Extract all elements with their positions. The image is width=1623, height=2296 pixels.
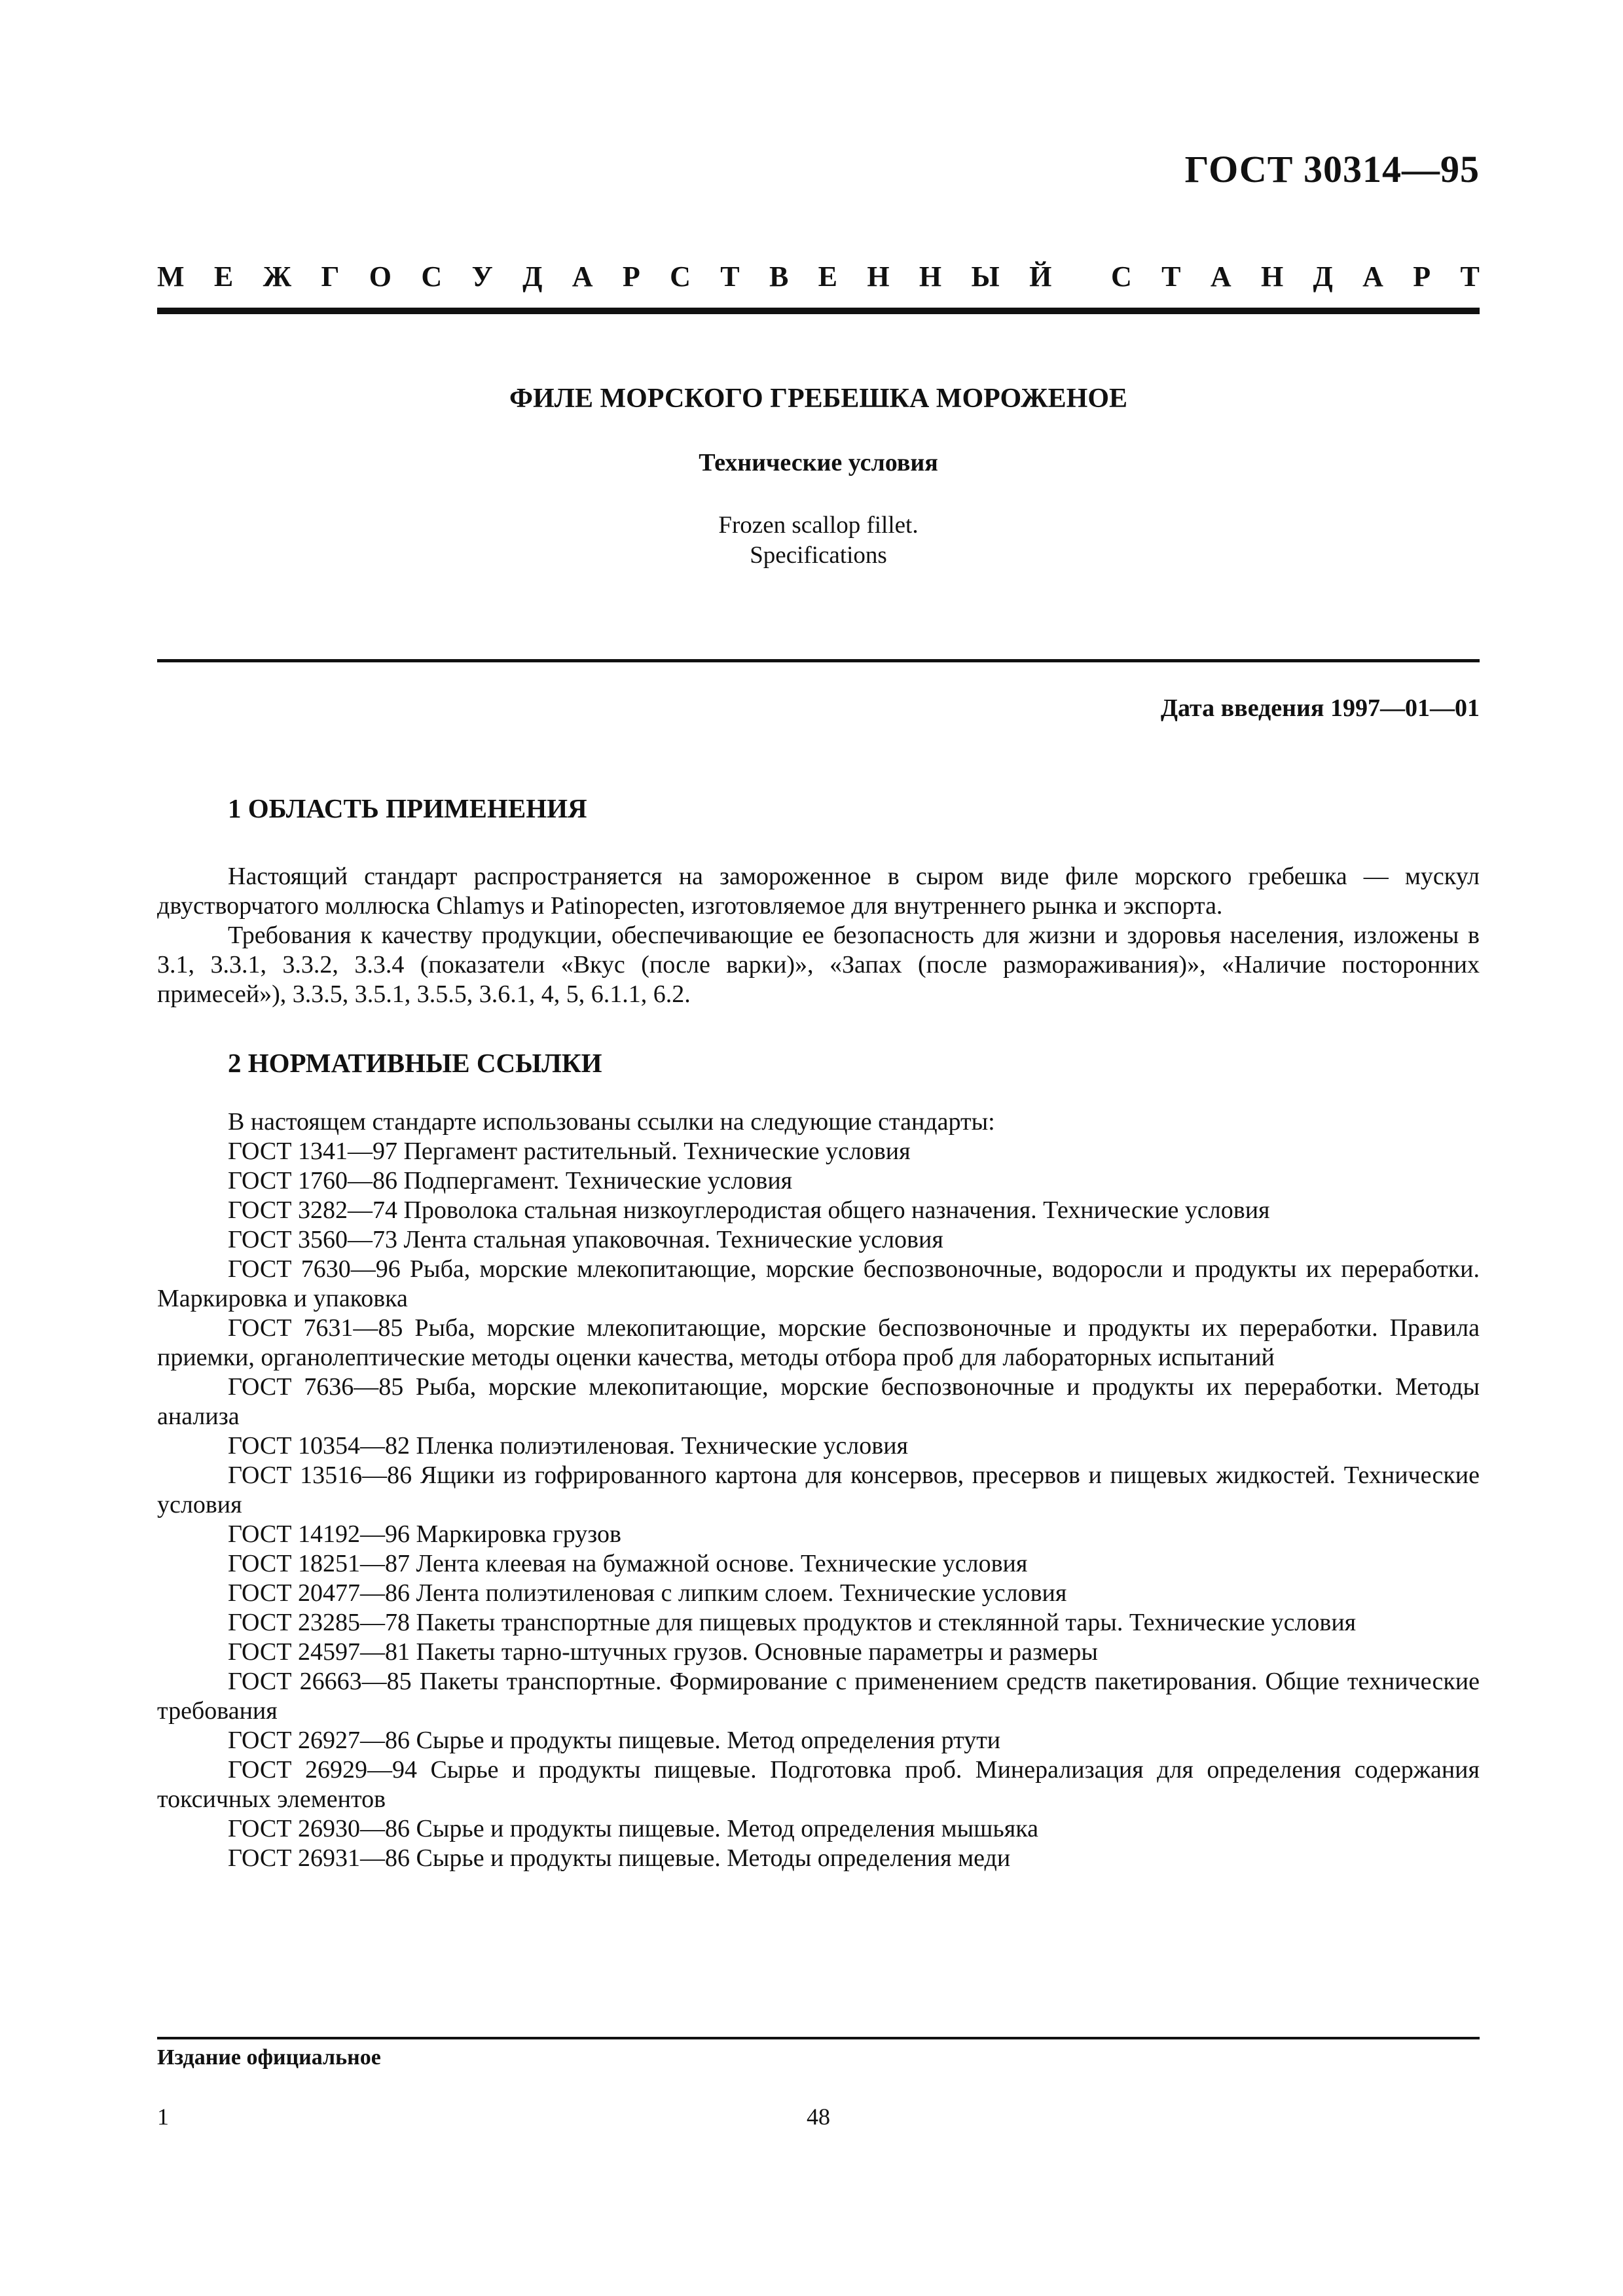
reference-item: ГОСТ 26931—86 Сырье и продукты пищевые. Методы определения меди	[228, 1844, 1011, 1872]
banner-letter: О	[369, 260, 392, 293]
banner-letter: М	[157, 260, 185, 293]
reference-item: ГОСТ 3560—73 Лента стальная упаковочная. Технические условия	[228, 1226, 943, 1253]
official-edition-label: Издание официальное	[157, 2045, 381, 2070]
reference-item: ГОСТ 1760—86 Подпергамент. Технические условия	[228, 1167, 793, 1194]
banner-letter: В	[769, 260, 789, 293]
banner-letter: Д	[1313, 260, 1333, 293]
banner-letter: А	[1362, 260, 1383, 293]
banner-letter: Е	[818, 260, 837, 293]
english-title-line: Specifications	[750, 542, 887, 569]
english-title-line: Frozen scallop fillet.	[718, 512, 919, 539]
reference-item: ГОСТ 7630—96 Рыба, морские млекопитающие, морские беспозвоночные, водоросли и продукты их переработки. Маркировка и упаковка	[157, 1255, 1480, 1312]
footer-divider	[157, 2037, 1480, 2039]
banner-letter: У	[471, 260, 493, 293]
gost-number: ГОСТ 30314—95	[1184, 148, 1480, 190]
reference-item: ГОСТ 26930—86 Сырье и продукты пищевые. Метод определения мышьяка	[228, 1815, 1038, 1842]
section-heading: 1 ОБЛАСТЬ ПРИМЕНЕНИЯ	[228, 793, 587, 823]
banner-letter: А	[1210, 260, 1231, 293]
reference-item: ГОСТ 26929—94 Сырье и продукты пищевые. Подготовка проб. Минерализация для определения содержания токсичных элементов	[157, 1756, 1480, 1813]
banner-letter: Н	[1260, 260, 1284, 293]
document-page	[157, 0, 1480, 2296]
reference-item: ГОСТ 13516—86 Ящики из гофрированного картона для консервов, пресервов и пищевых жидкостей. Технические условия	[157, 1462, 1480, 1518]
reference-item: ГОСТ 10354—82 Пленка полиэтиленовая. Технические условия	[228, 1432, 909, 1460]
reference-item: ГОСТ 20477—86 Лента полиэтиленовая с липким слоем. Технические условия	[228, 1579, 1067, 1607]
reference-item: ГОСТ 3282—74 Проволока стальная низкоуглеродистая общего назначения. Технические условия	[228, 1196, 1270, 1224]
interstate-standard-banner	[157, 259, 1480, 295]
banner-letter: С	[421, 260, 443, 293]
banner-letter: Н	[867, 260, 890, 293]
banner-letter: Е	[213, 260, 234, 293]
banner-letter: Г	[321, 260, 340, 293]
introduction-date: Дата введения 1997—01—01	[1160, 694, 1480, 722]
reference-item: ГОСТ 1341—97 Пергамент растительный. Технические условия	[228, 1138, 911, 1165]
banner-letter: Д	[522, 260, 543, 293]
english-title	[157, 511, 1480, 571]
reference-item: ГОСТ 7636—85 Рыба, морские млекопитающие, морские беспозвоночные и продукты их переработки. Методы анализа	[157, 1373, 1480, 1430]
banner-letter: Р	[622, 260, 640, 293]
banner-letter: С	[1110, 260, 1132, 293]
banner-letter: Т	[1460, 260, 1480, 293]
page-number: 48	[807, 2104, 830, 2130]
paragraph: Требования к качеству продукции, обеспечивающие ее безопасность для жизни и здоровья населения, изложены в 3.1, 3.3.1, 3.3.2, 3.3.4 (показатели «Вкус (после варки)», «Запах (после размораживания)», «Наличие посторонних примесей»), 3.3.5, 3.5.1, 3.5.5, 3.6.1, 4, 5, 6.1.1, 6.2.	[157, 922, 1480, 1008]
paragraph: Настоящий стандарт распространяется на замороженное в сыром виде филе морского гребешка — мускул двустворчатого моллюска Chlamys и Patinopecten, изготовляемое для внутреннего рынка и экспорта.	[157, 863, 1480, 920]
document-subtitle: Технические условия	[699, 449, 938, 476]
banner-letter: Н	[919, 260, 942, 293]
section-body	[157, 1107, 1480, 1873]
banner-letter: Т	[720, 260, 740, 293]
banner-letter: Ы	[971, 260, 1000, 293]
banner-letter: Т	[1161, 260, 1181, 293]
reference-item: ГОСТ 18251—87 Лента клеевая на бумажной основе. Технические условия	[228, 1550, 1028, 1577]
reference-item: ГОСТ 26927—86 Сырье и продукты пищевые. Метод определения ртути	[228, 1727, 1001, 1754]
paragraph: В настоящем стандарте использованы ссылки на следующие стандарты:	[228, 1108, 995, 1136]
reference-item: ГОСТ 23285—78 Пакеты транспортные для пищевых продуктов и стеклянной тары. Технические условия	[228, 1609, 1357, 1636]
reference-item: ГОСТ 7631—85 Рыба, морские млекопитающие, морские беспозвоночные и продукты их переработки. Правила приемки, органолептические методы оценки качества, методы отбора проб для лабораторных испытаний	[157, 1314, 1480, 1371]
title-divider	[157, 659, 1480, 662]
banner-letter: Р	[1413, 260, 1431, 293]
section-body	[157, 862, 1480, 1009]
footer-left-number: 1	[157, 2104, 169, 2130]
document-title: ФИЛЕ МОРСКОГО ГРЕБЕШКА МОРОЖЕНОЕ	[509, 384, 1128, 414]
banner-letter: А	[572, 260, 593, 293]
document-body	[157, 789, 1480, 1873]
banner-letter: Й	[1029, 260, 1052, 293]
banner-letter: Ж	[263, 260, 292, 293]
section-heading: 2 НОРМАТИВНЫЕ ССЫЛКИ	[228, 1048, 602, 1078]
banner-letter: С	[670, 260, 691, 293]
header-divider	[157, 308, 1480, 314]
reference-item: ГОСТ 26663—85 Пакеты транспортные. Формирование с применением средств пакетирования. Общие технические требования	[157, 1668, 1480, 1725]
reference-item: ГОСТ 24597—81 Пакеты тарно-штучных грузов. Основные параметры и размеры	[228, 1638, 1098, 1666]
reference-item: ГОСТ 14192—96 Маркировка грузов	[228, 1520, 621, 1548]
